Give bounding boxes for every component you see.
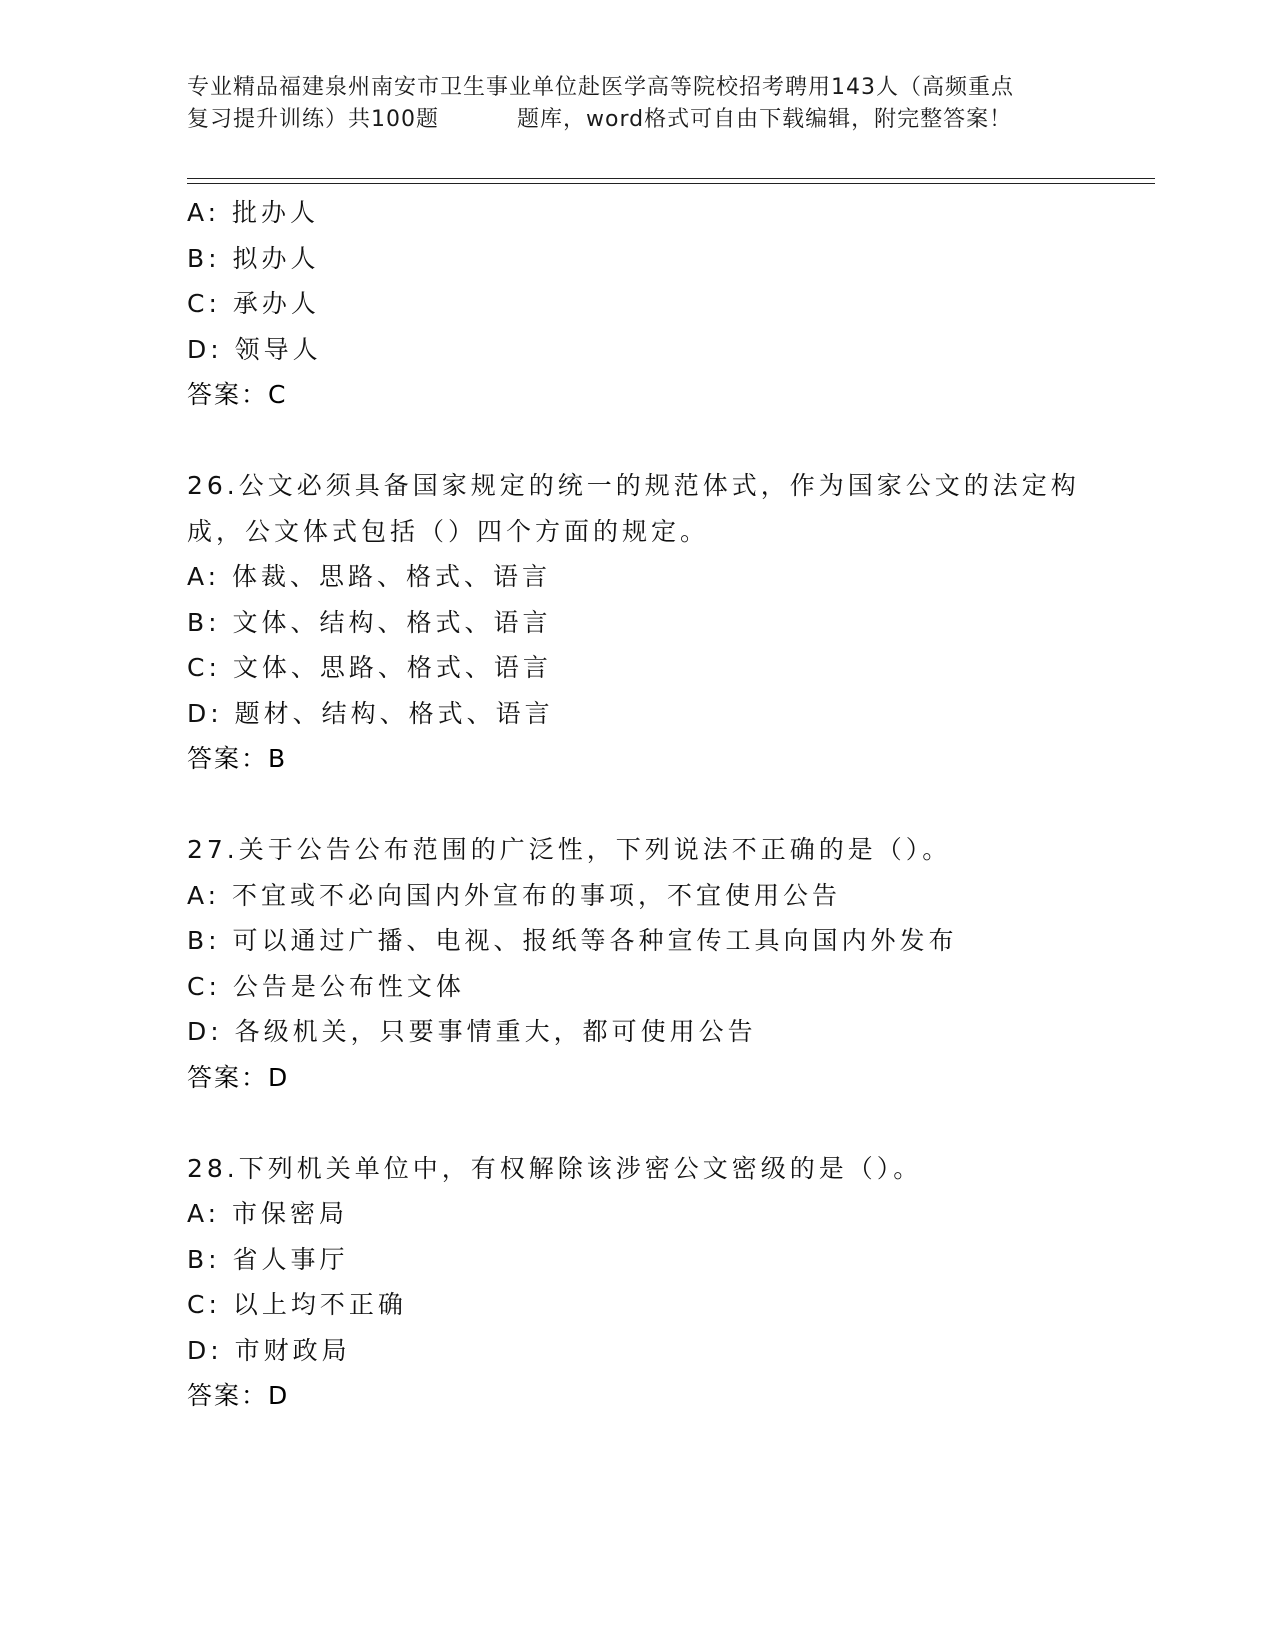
option-d: D: 各级机关，只要事情重大，都可使用公告 xyxy=(187,1017,757,1046)
answer-line: 答案：D xyxy=(187,1062,290,1092)
question-25-block xyxy=(187,190,1155,418)
question-27-block xyxy=(187,827,1155,1100)
answer-line: 答案：D xyxy=(187,1381,290,1410)
option-a: A: 批办人 xyxy=(187,198,320,227)
header-title-line2 xyxy=(187,104,1087,136)
option-b: B: 省人事厅 xyxy=(187,1244,349,1274)
header-title-line2-part1: 复习提升训练）共100题 xyxy=(187,107,439,132)
option-a: A: 体裁、思路、格式、语言 xyxy=(187,562,552,591)
question-stem-line1: 28.下列机关单位中，有权解除该涉密公文密级的是（）。 xyxy=(187,1153,923,1183)
option-b: B: 可以通过广播、电视、报纸等各种宣传工具向国内外发布 xyxy=(187,926,958,955)
option-c: C: 以上均不正确 xyxy=(187,1290,407,1319)
question-28-block xyxy=(187,1146,1155,1419)
option-c: C: 公告是公布性文体 xyxy=(187,971,465,1001)
option-c: C: 文体、思路、格式、语言 xyxy=(187,653,552,682)
header-title-line2-part2: 题库，word格式可自由下载编辑，附完整答案！ xyxy=(517,107,1013,132)
option-d: D: 领导人 xyxy=(187,334,322,364)
option-a: A: 市保密局 xyxy=(187,1199,349,1228)
option-d: D: 市财政局 xyxy=(187,1335,351,1365)
option-a: A: 不宜或不必向国内外宣布的事项，不宜使用公告 xyxy=(187,880,842,910)
question-stem-line1: 26.公文必须具备国家规定的统一的规范体式，作为国家公文的法定构 xyxy=(187,471,1080,500)
header-divider-bottom xyxy=(187,183,1155,184)
header-title-line1: 专业精品福建泉州南安市卫生事业单位赴医学高等院校招考聘用143人（高频重点 xyxy=(187,75,1014,100)
question-stem-line2: 成，公文体式包括（）四个方面的规定。 xyxy=(187,516,710,546)
header-divider-top xyxy=(187,178,1155,179)
question-list xyxy=(187,190,1155,1419)
question-stem-line1: 27.关于公告公布范围的广泛性，下列说法不正确的是（）。 xyxy=(187,835,952,864)
page-header xyxy=(187,72,1087,136)
question-26-block xyxy=(187,463,1155,782)
answer-line: 答案：B xyxy=(187,744,288,773)
option-b: B: 拟办人 xyxy=(187,243,320,273)
answer-line: 答案：C xyxy=(187,380,288,409)
option-b: B: 文体、结构、格式、语言 xyxy=(187,607,552,637)
option-c: C: 承办人 xyxy=(187,289,320,318)
option-d: D: 题材、结构、格式、语言 xyxy=(187,698,554,728)
